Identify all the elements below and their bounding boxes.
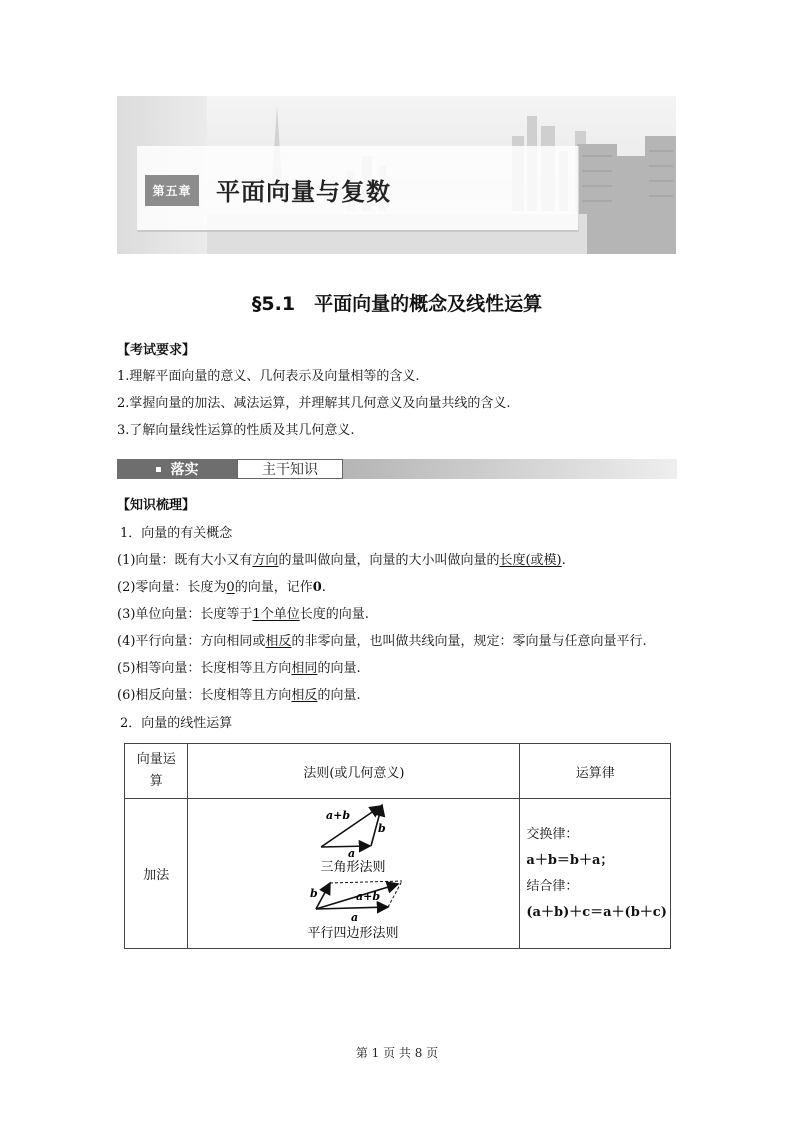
label-a: a — [348, 847, 356, 860]
dashed-edge — [330, 881, 402, 883]
underlined-answer: 相反 — [265, 634, 292, 649]
text-span: 的量叫做向量，向量的大小叫做向量的 — [278, 553, 500, 568]
triangle-caption: 三角形法则 — [320, 860, 386, 875]
parallelogram-caption: 平行四边形法则 — [307, 926, 399, 941]
concept-line-4 — [117, 632, 647, 652]
vector-addition-diagrams — [188, 799, 519, 944]
zero-vector-symbol: 0 — [312, 580, 322, 595]
text-span: . — [321, 580, 326, 595]
operation-name: 加法 — [125, 799, 188, 949]
label-sum: a+b — [356, 890, 381, 903]
text-span: (2)零向量：长度为 — [117, 580, 227, 595]
section-bar-label-right: 主干知识 — [237, 459, 343, 479]
triangle-rule-diagram — [321, 805, 387, 875]
label-sum: a+b — [326, 809, 351, 822]
exam-item-3: 3.了解向量线性运算的性质及其几何意义. — [117, 423, 355, 438]
text-span: 的非零向量，也叫做共线向量，规定：零向量与任意向量平行. — [291, 634, 647, 649]
text-span: 的向量，记作 — [234, 580, 313, 595]
chapter-title: 平面向量与复数 — [216, 178, 391, 206]
underlined-answer: 0 — [226, 580, 235, 595]
commutative-label: 交换律： — [526, 826, 579, 842]
label-a: a — [351, 911, 359, 924]
exam-item-1: 1.理解平面向量的意义、几何表示及向量相等的含义. — [117, 369, 420, 384]
text-span: . — [561, 553, 566, 568]
knowledge-item-1-title: 1．向量的有关概念 — [120, 526, 233, 541]
header-operation: 向量运 算 — [125, 744, 188, 799]
concept-line-3 — [117, 605, 369, 625]
exam-item-2: 2.掌握向量的加法、减法运算，并理解其几何意义及向量共线的含义. — [117, 396, 511, 411]
vector-a-arrow — [321, 846, 370, 847]
section-bar-label-left — [117, 459, 237, 479]
laws-cell — [520, 799, 671, 949]
section-title: §5.1 平面向量的概念及线性运算 — [251, 293, 543, 315]
underlined-answer: 长度(或模) — [499, 553, 562, 568]
section-bar-left-text: 落实 — [170, 462, 199, 478]
label-b: b — [378, 822, 387, 835]
header-rule: 法则(或几何意义) — [188, 744, 520, 799]
table-row — [125, 799, 671, 949]
text-span: 长度的向量. — [299, 607, 369, 622]
text-span: (6)相反向量：长度相等且方向 — [117, 688, 292, 703]
underlined-answer: 1个单位 — [252, 607, 300, 622]
commutative-formula: a＋b＝b＋a； — [526, 852, 614, 868]
underlined-answer: 方向 — [252, 553, 279, 568]
text-span: (1)向量：既有大小又有 — [117, 553, 253, 568]
associative-formula: (a＋b)＋c＝a＋(b＋c) — [526, 904, 667, 920]
exam-heading: 【考试要求】 — [117, 343, 196, 358]
rule-diagrams-cell — [188, 799, 520, 949]
underlined-answer: 相同 — [291, 661, 318, 676]
concept-line-6 — [117, 686, 361, 706]
parallelogram-rule-diagram — [308, 881, 403, 941]
chapter-badge: 第五章 — [145, 175, 199, 206]
text-span: (4)平行向量：方向相同或 — [117, 634, 266, 649]
text-span: (3)单位向量：长度等于 — [117, 607, 253, 622]
page-footer: 第 1 页 共 8 页 — [355, 1046, 439, 1060]
text-span: (5)相等向量：长度相等且方向 — [117, 661, 292, 676]
vector-operations-table — [124, 743, 671, 949]
table-header-row — [125, 744, 671, 799]
concept-line-1 — [117, 551, 566, 571]
knowledge-item-2-title: 2．向量的线性运算 — [120, 716, 233, 731]
header-laws: 运算律 — [520, 744, 671, 799]
knowledge-heading: 【知识梳理】 — [117, 498, 196, 513]
label-b: b — [310, 887, 319, 900]
text-span: 的向量. — [317, 661, 361, 676]
vector-a-arrow — [316, 907, 388, 909]
concept-line-5 — [117, 659, 361, 679]
associative-label: 结合律： — [526, 878, 579, 894]
square-bullet-icon — [156, 467, 161, 472]
concept-line-2 — [117, 578, 326, 598]
underlined-answer: 相反 — [291, 688, 318, 703]
text-span: 的向量. — [317, 688, 361, 703]
